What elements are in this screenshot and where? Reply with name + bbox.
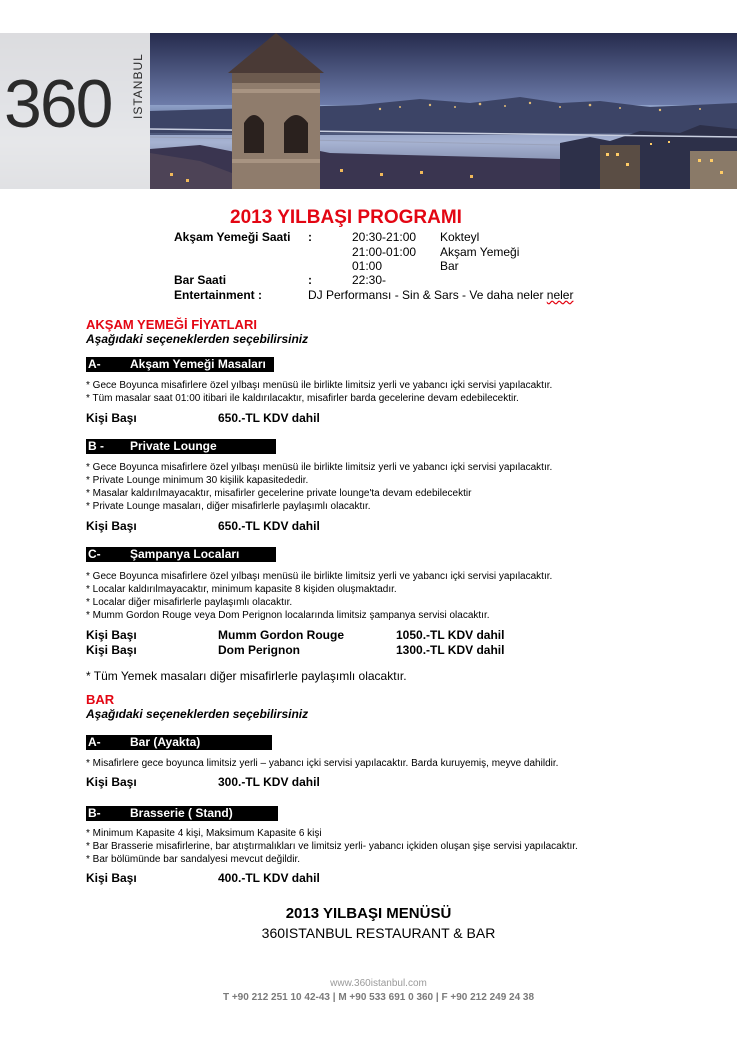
section-label: Akşam Yemeği Masaları <box>130 357 266 371</box>
program-title: 2013 YILBAŞI PROGRAMI <box>230 207 462 228</box>
bullet-item: * Localar kaldırılmayacaktır, minimum kapasite 8 kişiden oluşmaktadır. <box>86 584 397 595</box>
bar-time-colon: : <box>308 273 312 287</box>
bullet-item: * Tüm masalar saat 01:00 itibari ile kaldırılacaktır, misafirler barda gecelerine devam edebilecektir. <box>86 393 519 404</box>
section-header-champagne-boxes <box>86 547 276 562</box>
price-value: 300.-TL KDV dahil <box>218 775 320 789</box>
schedule-time: 01:00 <box>352 259 383 273</box>
bullet-list <box>86 757 558 770</box>
section-label: Bar (Ayakta) <box>130 735 201 749</box>
bullet-list <box>86 570 552 622</box>
bar-time-value: 22:30- <box>352 273 387 287</box>
section-label: Private Lounge <box>130 439 217 453</box>
price-label: Kişi Başı <box>86 628 137 642</box>
price-value: 1300.-TL KDV dahil <box>396 643 505 657</box>
price-label: Kişi Başı <box>86 775 137 789</box>
section-header-private-lounge <box>86 439 276 454</box>
bullet-list <box>86 827 578 866</box>
header-banner <box>0 33 737 189</box>
bullet-item: * Private Lounge masaları, diğer misafirlerle paylaşımlı olacaktır. <box>86 501 371 512</box>
dinner-heading: AKŞAM YEMEĞİ FİYATLARI <box>86 317 257 332</box>
section-code: A- <box>88 735 101 749</box>
schedule-time: 21:00-01:00 <box>352 245 417 259</box>
shared-tables-note: * Tüm Yemek masaları diğer misafirlerle paylaşımlı olacaktır. <box>86 669 407 683</box>
logo-city: ISTANBUL <box>131 53 145 119</box>
section-code: A- <box>88 357 101 371</box>
bullet-list <box>86 379 552 405</box>
section-header-brasserie <box>86 806 278 821</box>
bar-time-label: Bar Saati <box>174 273 227 287</box>
logo-number: 360 <box>4 66 112 142</box>
price-option: Mumm Gordon Rouge <box>218 628 344 642</box>
price-label: Kişi Başı <box>86 871 137 885</box>
section-header-bar-standing <box>86 735 272 750</box>
dinner-subheading: Aşağıdaki seçeneklerden seçebilirsiniz <box>86 332 309 346</box>
bullet-item: * Masalar kaldırılmayacaktır, misafirler gecelerine private lounge'ta devam edebilecektir <box>86 488 472 499</box>
schedule-item: Kokteyl <box>440 230 480 244</box>
bullet-item: * Private Lounge minimum 30 kişilik kapasitededir. <box>86 475 309 486</box>
entertainment-extra: neler <box>546 288 574 302</box>
bullet-item: * Gece Boyunca misafirlere özel yılbaşı menüsü ile birlikte limitsiz yerli ve yabancı içki servisi yapılacaktır. <box>86 571 553 582</box>
section-code: B- <box>88 806 101 820</box>
section-code: B - <box>88 439 104 453</box>
schedule-item: Akşam Yemeği <box>440 245 520 259</box>
dinner-time-colon: : <box>308 230 312 244</box>
price-value: 650.-TL KDV dahil <box>218 519 320 533</box>
price-value: 1050.-TL KDV dahil <box>396 628 505 642</box>
bullet-item: * Bar Brasserie misafirlerine, bar atıştırmalıkları ve limitsiz yerli- yabancı içkiden oluşan şişe servisi yapılacaktır. <box>86 841 578 852</box>
restaurant-name: 360ISTANBUL RESTAURANT & BAR <box>261 925 496 941</box>
bullet-item: * Minimum Kapasite 4 kişi, Maksimum Kapasite 6 kişi <box>86 828 322 839</box>
schedule-time: 20:30-21:00 <box>352 230 417 244</box>
contact-line: T +90 212 251 10 42-43 | M +90 533 691 0 360 | F +90 212 249 24 38 <box>222 992 535 1003</box>
section-label: Şampanya Locaları <box>130 547 240 561</box>
bullet-item: * Gece Boyunca misafirlere özel yılbaşı menüsü ile birlikte limitsiz yerli ve yabancı içki servisi yapılacaktır. <box>86 380 553 391</box>
price-value: 650.-TL KDV dahil <box>218 411 320 425</box>
bullet-item: * Localar diğer misafirlerle paylaşımlı olacaktır. <box>86 597 293 608</box>
price-label: Kişi Başı <box>86 411 137 425</box>
bar-heading: BAR <box>86 692 115 707</box>
website-link[interactable]: www.360istanbul.com <box>330 978 427 989</box>
bullet-item: * Misafirlere gece boyunca limitsiz yerli – yabancı içki servisi yapılacaktır. Barda kuruyemiş, meyve dahildir. <box>86 758 559 769</box>
menu-title: 2013 YILBAŞI MENÜSÜ <box>285 905 452 922</box>
section-label: Brasserie ( Stand) <box>130 806 233 820</box>
price-value: 400.-TL KDV dahil <box>218 871 320 885</box>
section-header-dinner-tables <box>86 357 274 372</box>
section-code: C- <box>88 547 101 561</box>
bullet-item: * Mumm Gordon Rouge veya Dom Perignon localarında limitsiz şampanya servisi olacaktır. <box>86 610 490 621</box>
bullet-item: * Gece Boyunca misafirlere özel yılbaşı menüsü ile birlikte limitsiz yerli ve yabancı içki servisi yapılacaktır. <box>86 462 553 473</box>
schedule-item: Bar <box>440 259 459 273</box>
bar-subheading: Aşağıdaki seçeneklerden seçebilirsiniz <box>86 707 309 721</box>
dinner-time-label: Akşam Yemeği Saati <box>174 230 291 244</box>
price-label: Kişi Başı <box>86 519 137 533</box>
price-label: Kişi Başı <box>86 643 137 657</box>
entertainment-label: Entertainment : <box>174 288 263 302</box>
logo-panel <box>0 33 150 189</box>
bullet-list <box>86 461 552 513</box>
bullet-item: * Bar bölümünde bar sandalyesi mevcut değildir. <box>86 854 301 865</box>
price-option: Dom Perignon <box>218 643 301 657</box>
entertainment-text: DJ Performansı - Sin & Sars - Ve daha neler <box>308 288 547 302</box>
entertainment-value <box>308 288 573 303</box>
